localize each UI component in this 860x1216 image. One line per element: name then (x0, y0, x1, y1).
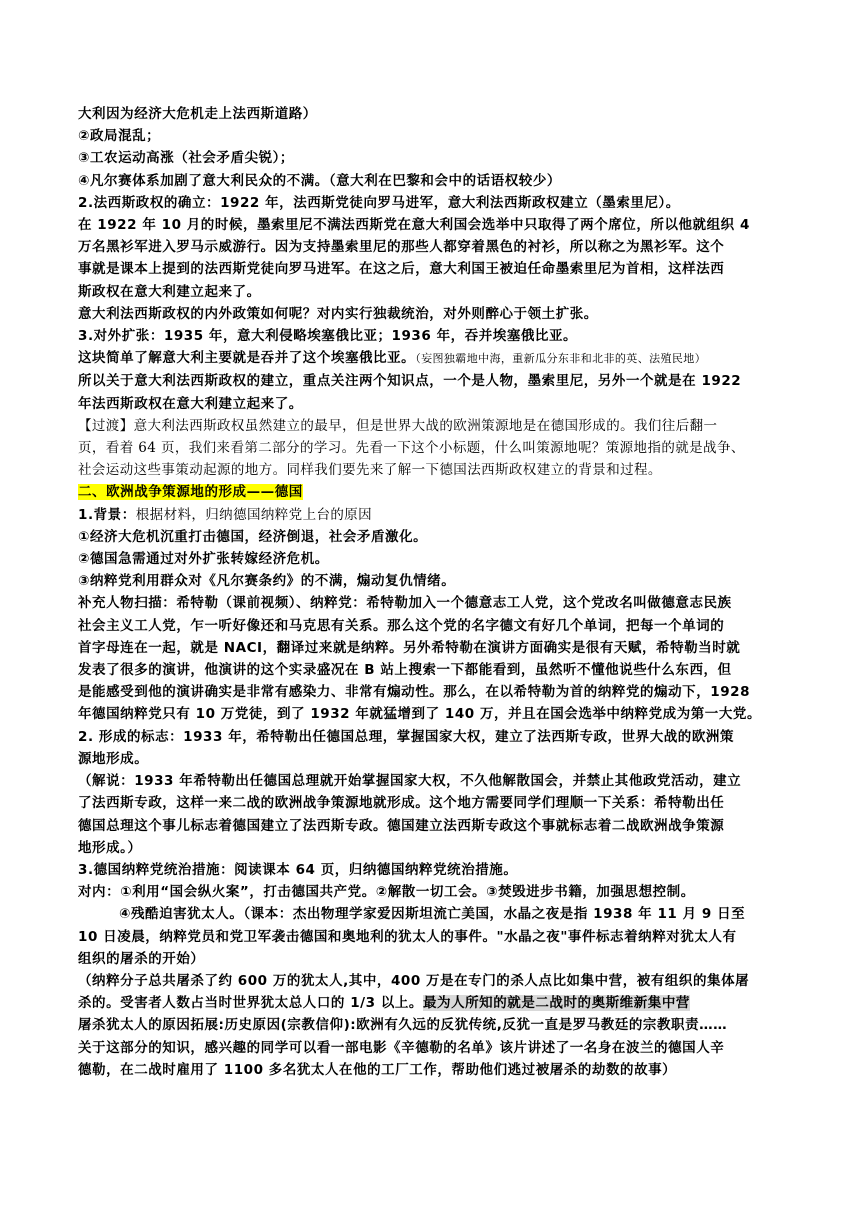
text-line: 源地形成。 (78, 750, 149, 767)
text-line: （解说：1933 年希特勒出任德国总理就开始掌握国家大权，不久他解散国会，并禁止其他政党活动，建立 (78, 773, 742, 790)
text-line: ①经济大危机沉重打击德国，经济倒退，社会矛盾激化。 (78, 528, 428, 545)
text-line: 事就是课本上提到的法西斯党徒向罗马进军。在这之后，意大利国王被迫任命墨索里尼为首相，这样法西 (78, 261, 725, 278)
transition-line: 社会运动这些事策动起源的地方。同样我们要先来了解一下德国法西斯政权建立的背景和过程。 (78, 462, 662, 479)
text-line: 年法西斯政权在意大利建立起来了。 (78, 395, 303, 412)
text-line: 年德国纳粹党只有 10 万党徒，到了 1932 年就猛增到了 140 万，并且在国会选举中纳粹党成为第一大党。 (78, 706, 761, 723)
text-line: ④凡尔赛体系加剧了意大利民众的不满。（意大利在巴黎和会中的话语权较少） (78, 172, 561, 189)
text-line: 关于这部分的知识，感兴趣的同学可以看一部电影《辛德勒的名单》该片讲述了一名身在波兰的德国人辛 (78, 1039, 725, 1056)
text-line: 是能感受到他的演讲确实是非常有感染力、非常有煽动性。那么，在以希特勒为首的纳粹党的煽动下，1928 (78, 684, 751, 701)
transition-line: 【过渡】意大利法西斯政权虽然建立的最早，但是世界大战的欧洲策源地是在德国形成的。我们往后翻一 (78, 417, 718, 434)
text-line: 斯政权在意大利建立起来了。 (78, 283, 261, 300)
section-heading: 2.法西斯政权的确立：1922 年，法西斯党徒向罗马进军，意大利法西斯政权建立（墨索里尼）。 (78, 194, 680, 211)
transition-line: 页，看着 64 页，我们来看第二部分的学习。先看一下这个小标题，什么叫策源地呢？策源地指的就是战争、 (78, 440, 745, 457)
text-line: 10 日凌晨，纳粹党员和党卫军袭击德国和奥地利的犹太人的事件。"水晶之夜"事件标志着纳粹对犹太人有 (78, 928, 737, 945)
text-line: ②德国急需通过对外扩张转嫁经济危机。 (78, 551, 329, 568)
text-line: 万名黑衫军进入罗马示威游行。因为支持墨索里尼的那些人都穿着黑色的衬衫，所以称之为黑衫军。这个 (78, 239, 725, 256)
text-line: 地形成。） (78, 839, 142, 856)
text-line: 所以关于意大利法西斯政权的建立，重点关注两个知识点，一个是人物，墨索里尼，另外一个就是在 1922 (78, 373, 742, 390)
text-line: ④残酷迫害犹太人。（课本：杰出物理学家爱因斯坦流亡美国，水晶之夜是指 1938 年 11 月 9 日至 (119, 906, 746, 923)
text-line (78, 992, 786, 1014)
section-heading: 3.德国纳粹党统治措施：阅读课本 64 页，归纳德国纳粹党统治措施。 (78, 861, 518, 878)
text-line: 在 1922 年 10 月的时候，墨索里尼不满法西斯党在意大利国会选举中只取得了两个席位，所以他就组织 4 (78, 217, 750, 234)
text-line: 屠杀犹太人的原因拓展:历史原因(宗教信仰):欧洲有久远的反犹传统,反犹一直是罗马教廷的宗教职责…… (78, 1017, 728, 1034)
section-heading: 3.对外扩张：1935 年，意大利侵略埃塞俄比亚；1936 年，吞并埃塞俄比亚。 (78, 328, 578, 345)
text-line: 对内：①利用“国会纵火案”，打击德国共产党。②解散一切工会。③焚毁进步书籍，加强思想控制。 (78, 884, 695, 901)
text-line: 首字母连在一起，就是 NACI，翻译过来就是纳粹。另外希特勒在演讲方面确实是很有天赋，希特勒当时就 (78, 639, 741, 656)
text-line: 了法西斯专政，这样一来二战的欧洲战争策源地就形成。这个地方需要同学们理顺一下关系：希特勒出任 (78, 795, 725, 812)
text-line (78, 504, 786, 526)
text-span: 根据材料，归纳德国纳粹党上台的原因 (135, 506, 373, 523)
text-line: ②政局混乱； (78, 128, 161, 145)
text-span: 这块简单了解意大利主要就是吞并了这个埃塞俄比亚。 (78, 350, 416, 367)
note-span: （妄图独霸地中海，重新瓜分东非和北非的英、法殖民地） (415, 352, 707, 366)
text-line: 发表了很多的演讲，他演讲的这个实录盛况在 B 站上搜索一下都能看到，虽然听不懂他说些什么东西，但 (78, 662, 732, 679)
highlighted-title: 二、欧洲战争策源地的形成——德国 (78, 484, 303, 501)
text-line (78, 347, 786, 370)
text-line: ③工农运动高涨（社会矛盾尖锐）； (78, 150, 294, 167)
text-line: 补充人物扫描：希特勒（课前视频）、纳粹党：希特勒加入一个德意志工人党，这个党改名叫做德意志民族 (78, 595, 732, 612)
section-title (78, 481, 786, 503)
text-line: 社会主义工人党，乍一听好像还和马克思有关系。那么这个党的名字德文有好几个单词，把每一个单词的 (78, 617, 725, 634)
text-line: 大利因为经济大危机走上法西斯道路） (78, 106, 317, 122)
text-line: 意大利法西斯政权的内外政策如何呢？对内实行独裁统治，对外则醉心于领土扩张。 (78, 305, 598, 322)
text-line: 德勒，在二战时雇用了 1100 多名犹太人在他的工厂工作，帮助他们逃过被屠杀的劫数的故事） (78, 1061, 677, 1078)
section-heading: 2. 形成的标志：1933 年，希特勒出任德国总理，掌握国家大权，建立了法西斯专政，世界大战的欧洲策 (78, 728, 734, 745)
highlighted-span: 最为人所知的就是二战时的奥斯维新集中营 (422, 995, 690, 1012)
text-span: 1.背景： (78, 506, 136, 523)
text-line: ③纳粹党利用群众对《凡尔赛条约》的不满，煽动复仇情绪。 (78, 573, 456, 590)
text-line: （纳粹分子总共屠杀了约 600 万的犹太人,其中，400 万是在专门的杀人点比如集中营，被有组织的集体屠 (78, 972, 750, 989)
text-line: 德国总理这个事儿标志着德国建立了法西斯专政。德国建立法西斯专政这个事就标志着二战欧洲战争策源 (78, 817, 725, 834)
text-line: 组织的屠杀的开始） (78, 950, 205, 967)
text-span: 杀的。受害者人数占当时世界犹太总人口的 1/3 以上。 (78, 995, 423, 1012)
